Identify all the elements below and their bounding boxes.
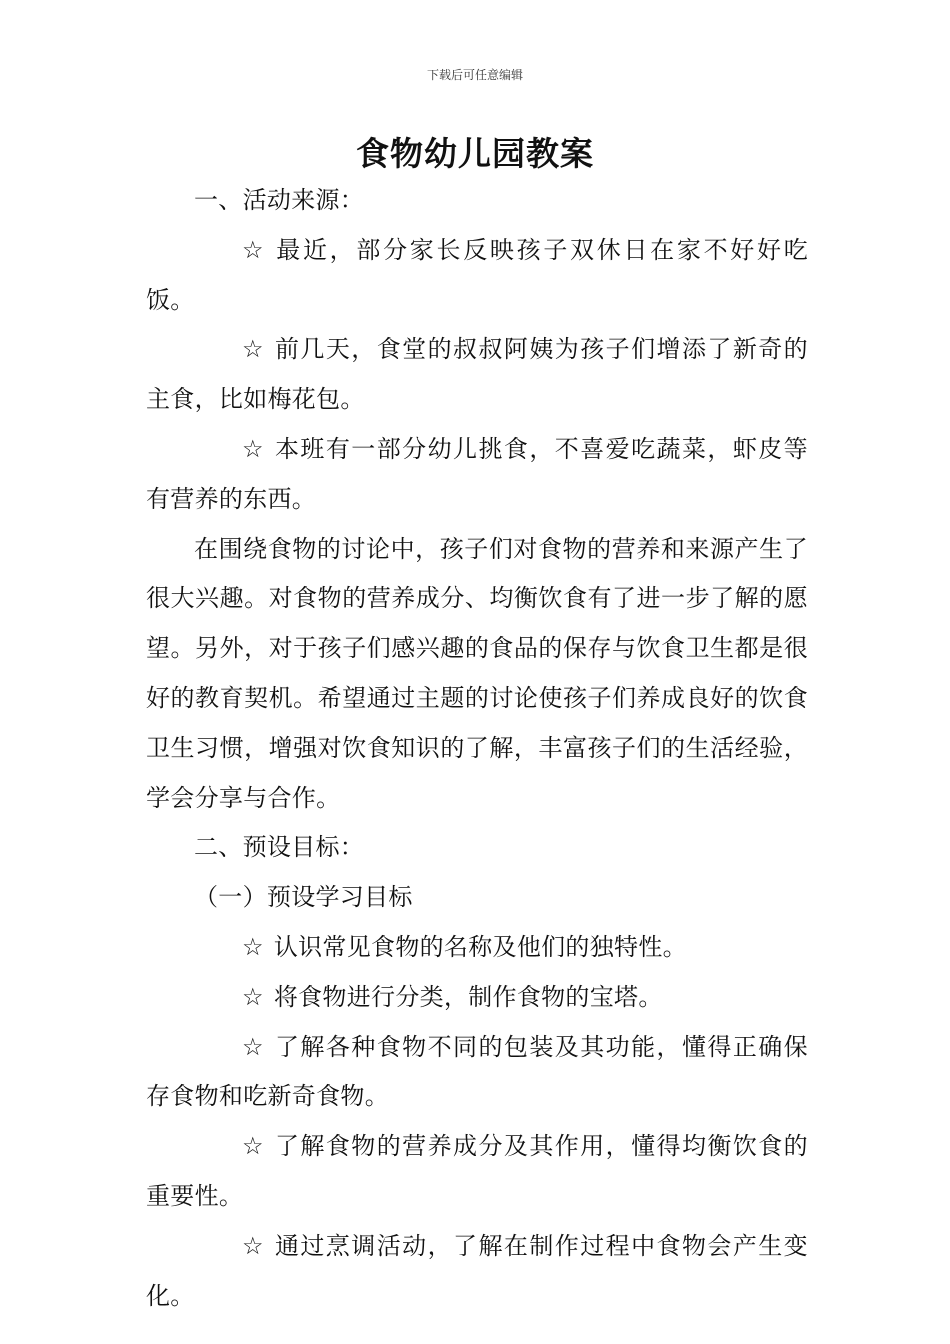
star-icon: ☆ [242,1032,264,1061]
star-icon: ☆ [242,1132,264,1161]
section-heading-goals [146,823,808,873]
star-icon: ☆ [242,982,264,1011]
document-title: 食物幼儿园教案 [356,134,594,173]
paragraph-text: （一）预设学习目标 [194,883,413,912]
bullet-paragraph [146,425,808,525]
paragraph-text: 最近，部分家长反映孩子双休日在家不好好吃饭。 [146,235,808,314]
paragraph-text: 通过烹调活动，了解在制作过程中食物会产生变化。 [146,1231,808,1310]
subsection-heading [146,873,808,923]
paragraph-text: 二、预设目标： [194,833,365,862]
paragraph-text: 认识常见食物的名称及他们的独特性。 [273,932,687,961]
bullet-paragraph [146,226,808,326]
bullet-paragraph [146,1122,808,1222]
paragraph-text: 一、活动来源： [194,186,365,214]
document-body [146,176,808,1321]
star-icon: ☆ [242,1231,264,1260]
header-note: 下载后可任意编辑 [426,68,523,82]
paragraph-text: 在围绕食物的讨论中，孩子们对食物的营养和来源产生了很大兴趣。对食物的营养成分、均衡饮食有了进一步了解的愿望。另外，对于孩子们感兴趣的食品的保存与饮食卫生都是很好的教育契机。希望通过主题的讨论使孩子们养成良好的饮食卫生习惯，增强对饮食知识的了解，丰富孩子们的生活经验，学会分享与合作。 [146,534,808,812]
section-heading-source [146,176,808,226]
star-icon: ☆ [242,335,264,364]
bullet-paragraph [146,325,808,425]
paragraph-text: 了解各种食物不同的包装及其功能，懂得正确保存食物和吃新奇食物。 [146,1032,808,1111]
star-icon: ☆ [242,235,264,264]
paragraph-text: 本班有一部分幼儿挑食，不喜爱吃蔬菜，虾皮等有营养的东西。 [146,434,808,513]
bullet-paragraph [146,1023,808,1123]
paragraph-text: 前几天，食堂的叔叔阿姨为孩子们增添了新奇的主食，比如梅花包。 [146,335,808,414]
paragraph-text: 将食物进行分类，制作食物的宝塔。 [273,982,663,1011]
star-icon: ☆ [242,932,264,961]
bullet-paragraph [146,973,808,1023]
bullet-paragraph [146,923,808,973]
body-paragraph [146,525,808,824]
star-icon: ☆ [242,434,264,463]
bullet-paragraph [146,1222,808,1322]
paragraph-text: 了解食物的营养成分及其作用，懂得均衡饮食的重要性。 [146,1132,808,1210]
